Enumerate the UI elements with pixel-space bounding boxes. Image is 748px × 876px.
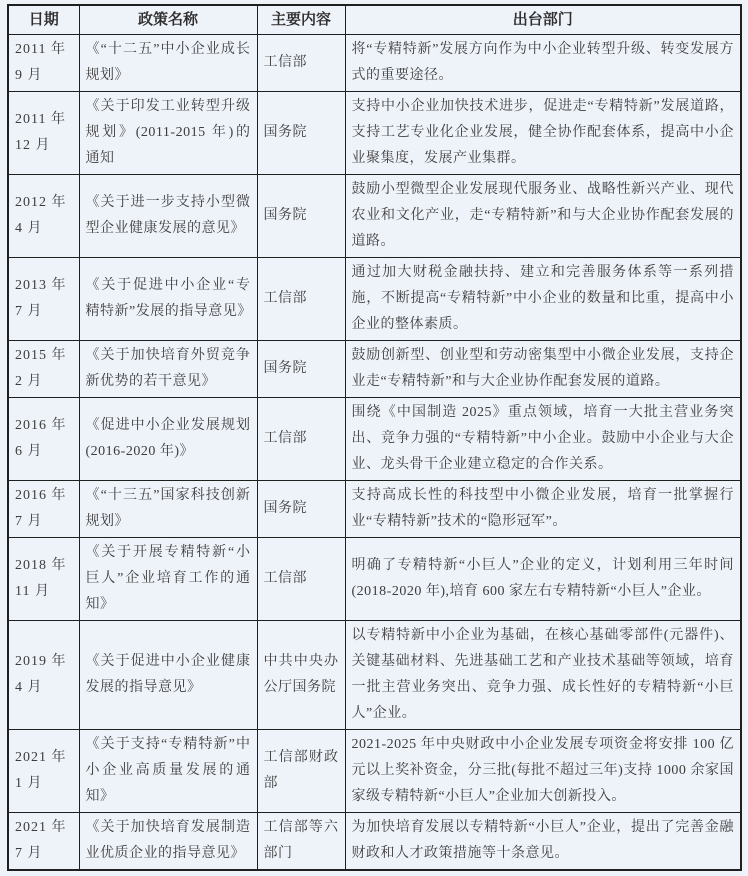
- cell-date: 2019 年 4 月: [8, 621, 79, 730]
- cell-policy-name: 《关于印发工业转型升级规划》(2011-2015 年)的通知: [79, 92, 257, 175]
- cell-policy-name: 《关于加快培育发展制造业优质企业的指导意见》: [79, 813, 257, 871]
- header-date: 日期: [8, 5, 79, 35]
- cell-policy-name: 《关于进一步支持小型微型企业健康发展的意见》: [79, 175, 257, 258]
- cell-content: 支持中小企业加快技术进步，促进走“专精特新”发展道路，支持工艺专业化企业发展，健全协作配套体系，提高中小企业聚集度，发展产业集群。: [345, 92, 741, 175]
- cell-date: 2021 年 1 月: [8, 730, 79, 813]
- cell-policy-name: 《关于支持“专精特新”中小企业高质量发展的通知》: [79, 730, 257, 813]
- header-row: [8, 5, 741, 35]
- cell-content: 2021-2025 年中央财政中小企业发展专项资金将安排 100 亿元以上奖补资金，分三批(每批不超过三年)支持 1000 余家国家级专精特新“小巨人”企业加大创新投入。: [345, 730, 741, 813]
- cell-content: 围绕《中国制造 2025》重点领域，培育一大批主营业务突出、竞争力强的“专精特新”中小企业。鼓励中小企业与大企业、龙头骨干企业建立稳定的合作关系。: [345, 398, 741, 481]
- cell-date: 2011 年 12 月: [8, 92, 79, 175]
- cell-content: 鼓励创新型、创业型和劳动密集型中小微企业发展，支持企业走“专精特新”和与大企业协作配套发展的道路。: [345, 341, 741, 398]
- cell-department: 工信部: [257, 398, 345, 481]
- cell-policy-name: 《“十二五”中小企业成长规划》: [79, 35, 257, 92]
- table-row: [8, 92, 741, 175]
- cell-department: 国务院: [257, 175, 345, 258]
- table-row: [8, 258, 741, 341]
- table-row: [8, 481, 741, 538]
- cell-date: 2013 年 7 月: [8, 258, 79, 341]
- table-row: [8, 621, 741, 730]
- cell-content: 以专精特新中小企业为基础，在核心基础零部件(元器件)、关键基础材料、先进基础工艺和产业技术基础等领域，培育一批主营业务突出、竞争力强、成长性好的专精特新“小巨人”企业。: [345, 621, 741, 730]
- cell-date: 2012 年 4 月: [8, 175, 79, 258]
- table-row: [8, 341, 741, 398]
- cell-department: 工信部财政部: [257, 730, 345, 813]
- table-row: [8, 813, 741, 871]
- cell-department: 工信部等六部门: [257, 813, 345, 871]
- cell-department: 国务院: [257, 481, 345, 538]
- table-row: [8, 35, 741, 92]
- cell-date: 2011 年 9 月: [8, 35, 79, 92]
- header-issuing-department: 出台部门: [345, 5, 741, 35]
- header-main-content: 主要内容: [257, 5, 345, 35]
- cell-date: 2018 年 11 月: [8, 538, 79, 621]
- cell-department: 工信部: [257, 538, 345, 621]
- cell-content: 为加快培育发展以专精特新“小巨人”企业，提出了完善金融财政和人才政策措施等十条意见。: [345, 813, 741, 871]
- cell-content: 将“专精特新”发展方向作为中小企业转型升级、转变发展方式的重要途径。: [345, 35, 741, 92]
- cell-date: 2016 年 6 月: [8, 398, 79, 481]
- cell-policy-name: 《关于促进中小企业“专精特新”发展的指导意见》: [79, 258, 257, 341]
- cell-department: 工信部: [257, 35, 345, 92]
- table-row: [8, 175, 741, 258]
- cell-department: 工信部: [257, 258, 345, 341]
- policy-table: [7, 4, 742, 871]
- cell-policy-name: 《“十三五”国家科技创新规划》: [79, 481, 257, 538]
- cell-date: 2021 年 7 月: [8, 813, 79, 871]
- cell-policy-name: 《促进中小企业发展规划(2016-2020 年)》: [79, 398, 257, 481]
- cell-date: 2015 年 2 月: [8, 341, 79, 398]
- cell-content: 通过加大财税金融扶持、建立和完善服务体系等一系列措施，不断提高“专精特新”中小企业的数量和比重，提高中小企业的整体素质。: [345, 258, 741, 341]
- cell-content: 明确了专精特新“小巨人”企业的定义，计划利用三年时间(2018-2020 年),培育 600 家左右专精特新“小巨人”企业。: [345, 538, 741, 621]
- cell-policy-name: 《关于开展专精特新“小巨人”企业培育工作的通知》: [79, 538, 257, 621]
- cell-policy-name: 《关于加快培育外贸竞争新优势的若干意见》: [79, 341, 257, 398]
- header-policy-name: 政策名称: [79, 5, 257, 35]
- cell-department: 国务院: [257, 341, 345, 398]
- cell-policy-name: 《关于促进中小企业健康发展的指导意见》: [79, 621, 257, 730]
- cell-department: 中共中央办公厅国务院: [257, 621, 345, 730]
- cell-content: 鼓励小型微型企业发展现代服务业、战略性新兴产业、现代农业和文化产业，走“专精特新”和与大企业协作配套发展的道路。: [345, 175, 741, 258]
- table-row: [8, 730, 741, 813]
- table-row: [8, 398, 741, 481]
- table-row: [8, 538, 741, 621]
- cell-content: 支持高成长性的科技型中小微企业发展，培育一批掌握行业“专精特新”技术的“隐形冠军”。: [345, 481, 741, 538]
- cell-date: 2016 年 7 月: [8, 481, 79, 538]
- cell-department: 国务院: [257, 92, 345, 175]
